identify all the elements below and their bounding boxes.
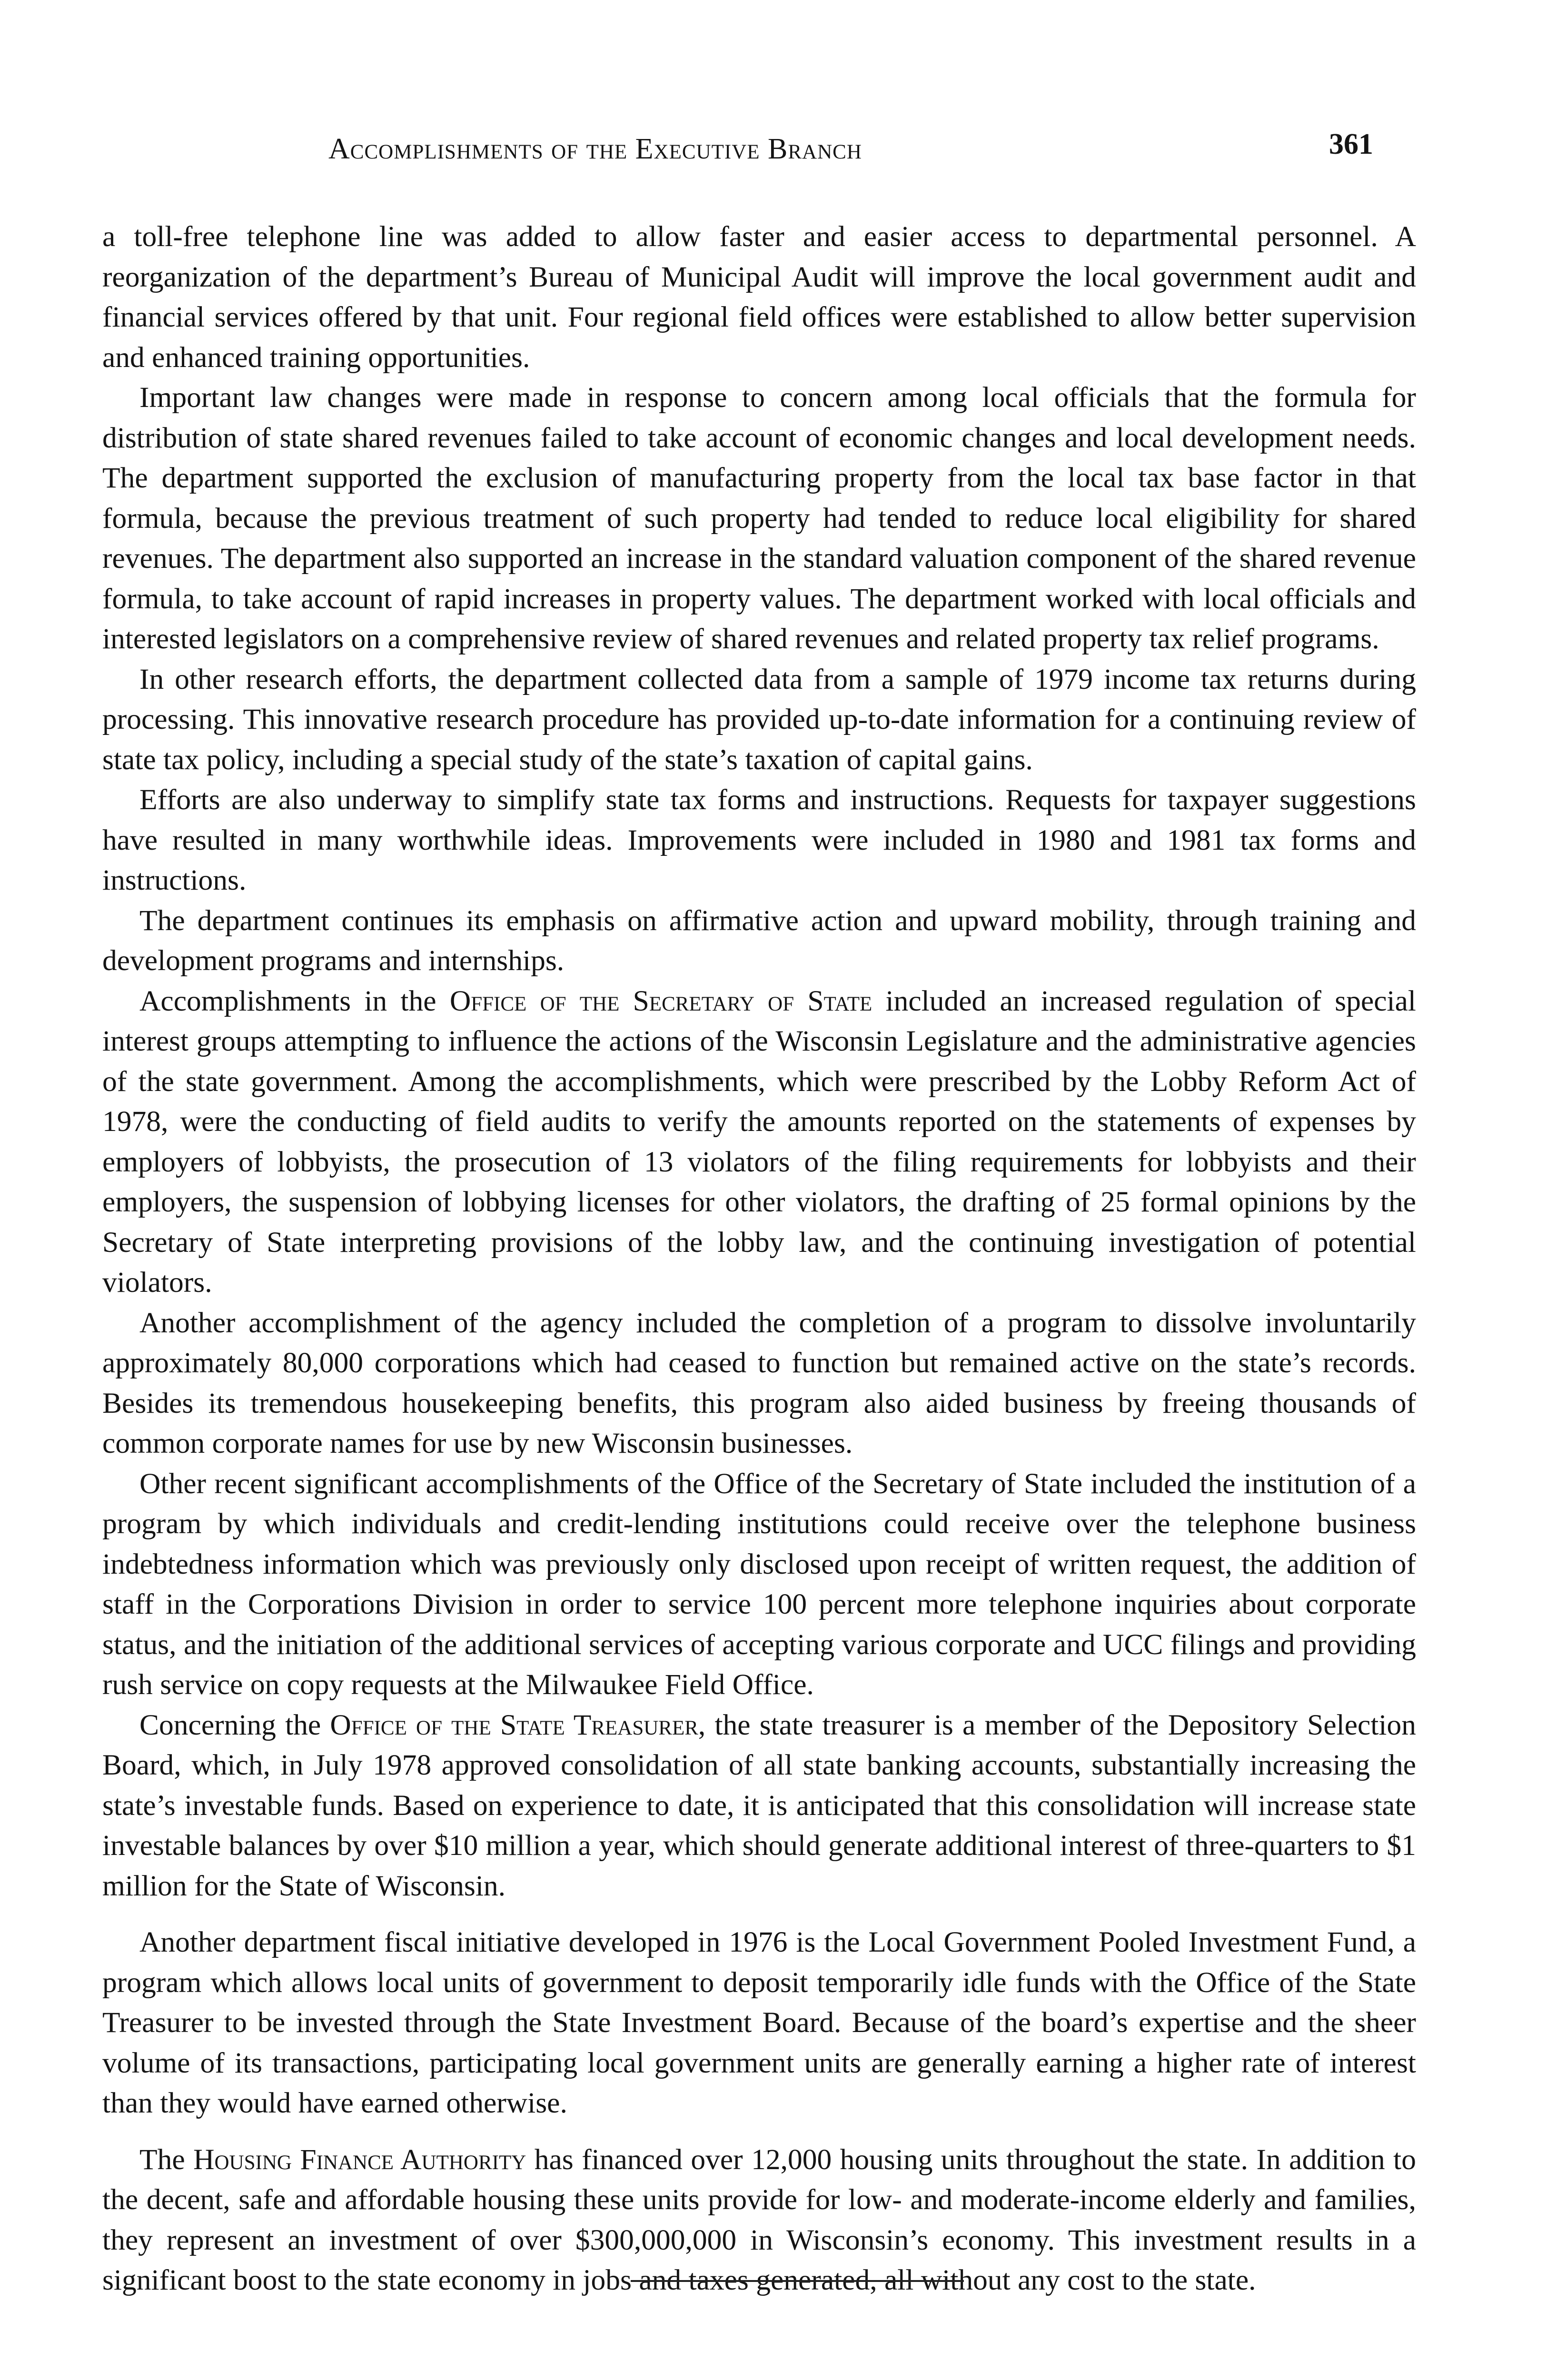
body-text xyxy=(102,217,1416,2301)
paragraph-5: The department continues its emphasis on affirmative action and upward mobility, through training and development programs and internships. xyxy=(102,904,1416,977)
paragraph-11-lead: The xyxy=(139,2143,185,2176)
paragraph-9 xyxy=(102,1705,1416,1906)
paragraph-6 xyxy=(102,981,1416,1303)
office-secretary-of-state: Office of the Secretary of State xyxy=(449,984,872,1017)
paragraph-3: In other research efforts, the department collected data from a sample of 1979 income tax returns during processing. This innovative research procedure has provided up-to-date information for a continuing review of state tax policy, including a special study of the state’s taxation of capital gains. xyxy=(102,663,1416,776)
paragraph-2: Important law changes were made in response to concern among local officials that the formula for distribution of state shared revenues failed to take account of economic changes and local development needs. The department supported the exclusion of manufacturing property from the local tax base factor in that formula, because the previous treatment of such property had tended to reduce local eligibility for shared revenues. The department also supported an increase in the standard valuation component of the shared revenue formula, to take account of rapid increases in property values. The department worked with local officials and interested legislators on a comprehensive review of shared revenues and related property tax relief programs. xyxy=(102,381,1416,655)
paragraph-4: Efforts are also underway to simplify state tax forms and instructions. Requests for taxpayer suggestions have resulted in many worthwhile ideas. Improvements were included in 1980 and 1981 tax forms and instructions. xyxy=(102,783,1416,896)
paragraph-11-text: has financed over 12,000 housing units throughout the state. In addition to the decent, safe and affordable housing these units provide for low- and moderate-income elderly and families, they represent an investment of over $300,000,000 in Wisconsin’s economy. This investment results in a significant boost to the state economy in jobs and taxes generated, all without any cost to the state. xyxy=(102,2143,1417,2296)
paragraph-10: Another department fiscal initiative developed in 1976 is the Local Government Pooled Investment Fund, a program which allows local units of government to deposit temporarily idle funds with the Office of the State Treasurer to be invested through the State Investment Board. Because of the board’s expertise and the sheer volume of its transactions, participating local government units are generally earning a higher rate of interest than they would have earned otherwise. xyxy=(102,1926,1416,2119)
paragraph-1: a toll-free telephone line was added to allow faster and easier access to departmental personnel. A reorganization of the department’s Bureau of Municipal Audit will improve the local government audit and financial services offered by that unit. Four regional field offices were established to allow better supervision and enhanced training opportunities. xyxy=(102,220,1416,374)
office-state-treasurer: Office of the State Treasurer, xyxy=(330,1708,706,1741)
paragraph-9-text: the state treasurer is a member of the Depository Selection Board, which, in July 1978 approved consolidation of all state banking accounts, substantially increasing the state’s investable funds. Based on experience to date, it is anticipated that this consolidation will increase state investable balances by over $10 million a year, which should generate additional interest of three-quarters to $1 million for the State of Wisconsin. xyxy=(102,1708,1417,1902)
page-number: 361 xyxy=(1329,128,1373,160)
paragraph-9-lead: Concerning the xyxy=(139,1708,321,1741)
end-rule xyxy=(631,2280,964,2282)
paragraph-7: Another accomplishment of the agency included the completion of a program to dissolve involuntarily approximately 80,000 corporations which had ceased to function but remained active on the state’s records. Besides its tremendous housekeeping benefits, this program also aided business by freeing thousands of common corporate names for use by new Wisconsin businesses. xyxy=(102,1306,1416,1459)
paragraph-6-lead: Accomplishments in the xyxy=(139,984,436,1017)
paragraph-8: Other recent significant accomplishments of the Office of the Secretary of State included the institution of a program by which individuals and credit-lending institutions could receive over the telephone business indebtedness information which was previously only disclosed upon receipt of written request, the addition of staff in the Corporations Division in order to service 100 percent more telephone inquiries about corporate status, and the initiation of the additional services of accepting various corporate and UCC filings and providing rush service on copy requests at the Milwaukee Field Office. xyxy=(102,1467,1416,1701)
housing-finance-authority: Housing Finance Authority xyxy=(193,2143,526,2176)
paragraph-11 xyxy=(102,2140,1416,2301)
running-title: Accomplishments of the Executive Branch xyxy=(328,133,862,165)
paragraph-6-text: included an increased regulation of special interest groups attempting to influence the actions of the Wisconsin Legislature and the administrative agencies of the state government. Among the accomplishments, which were prescribed by the Lobby Reform Act of 1978, were the conducting of field audits to verify the amounts reported on the statements of expenses by employers of lobbyists, the prosecution of 13 violators of the filing requirements for lobbyists and their employers, the suspension of lobbying licenses for other violators, the drafting of 25 formal opinions by the Secretary of State interpreting provisions of the lobby law, and the continuing investigation of potential violators. xyxy=(102,984,1417,1299)
